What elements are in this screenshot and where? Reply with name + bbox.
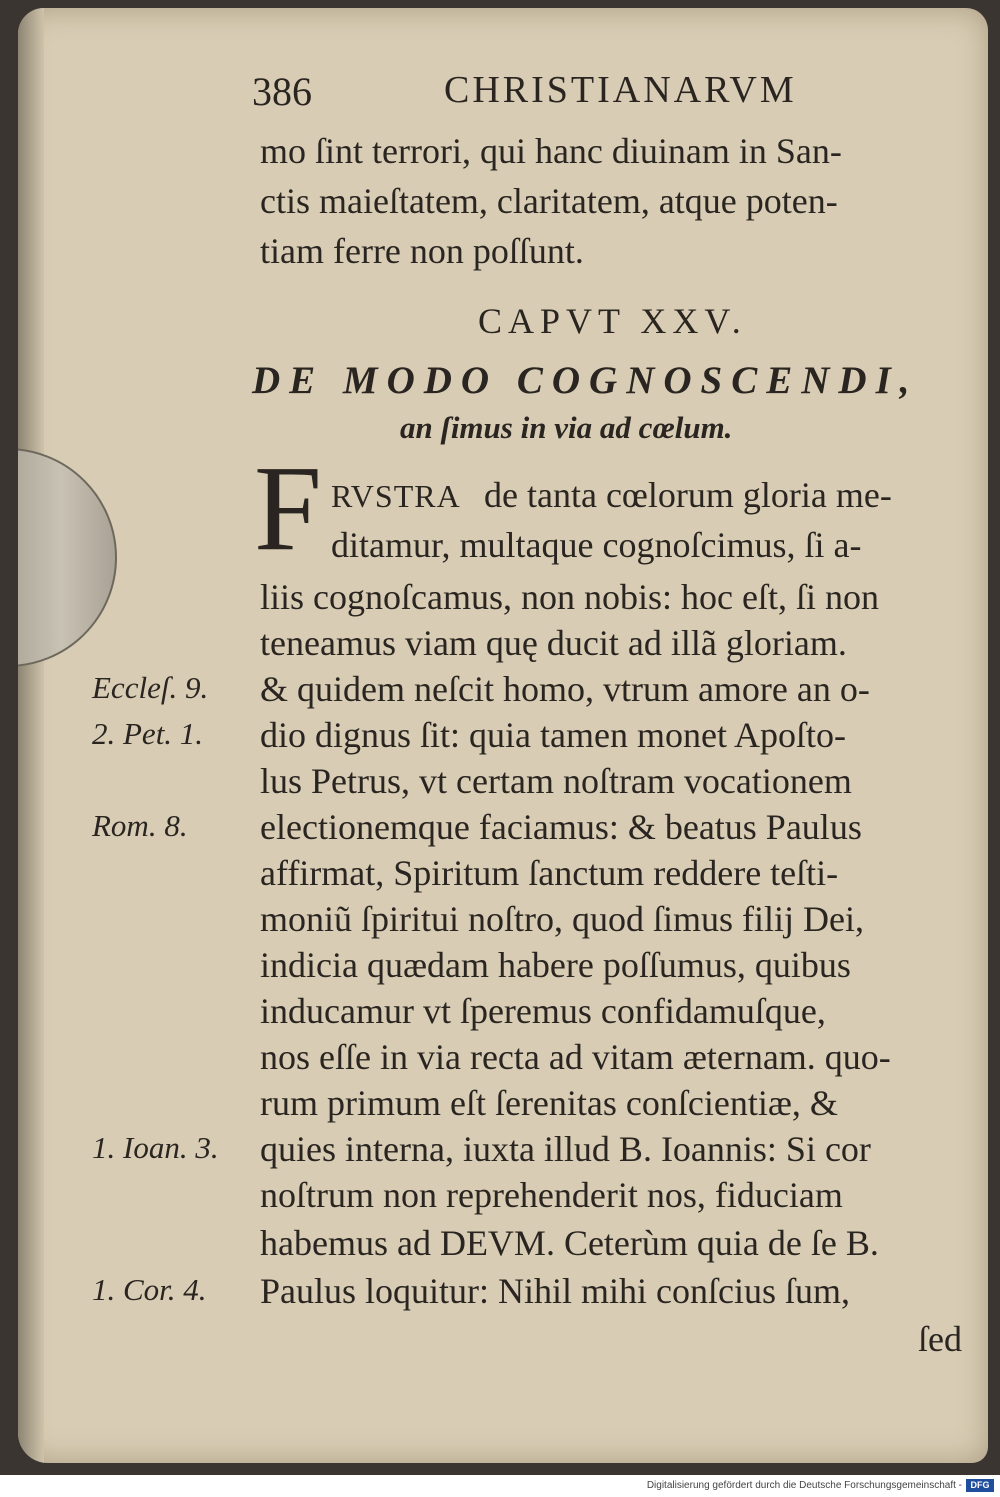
running-title: CHRISTIANARVM [444,69,797,111]
footer [0,1475,1000,1497]
body-line: affirmat, Spiritum ſanctum reddere teſti- [260,853,839,893]
body-line: habemus ad DEVM. Ceterùm quia de ſe B. [260,1223,879,1263]
first-word: RVSTRA [331,478,461,514]
body-line: Paulus loquitur: Nihil mihi conſcius ſum, [260,1271,850,1311]
margin-note-ioan: 1. Ioan. 3. [92,1130,219,1165]
page-clip [18,448,117,667]
margin-note-eccles: Eccleſ. 9. [92,670,209,705]
drop-cap: F [254,441,322,576]
body-line: electionemque faciamus: & beatus Paulus [260,807,862,847]
margin-note-cor: 1. Cor. 4. [92,1272,207,1307]
body-line: ditamur, multaque cognoſcimus, ſi a- [331,525,862,565]
body-line: teneamus viam quę ducit ad illã gloriam. [260,623,847,663]
body-line: quies interna, iuxta illud B. Ioannis: Si cor [260,1129,871,1169]
body-line: indicia quædam habere poſſumus, quibus [260,945,851,985]
margin-note-rom: Rom. 8. [92,808,188,843]
body-line: moniũ ſpiritui noſtro, quod ſimus filij Dei, [260,899,864,939]
body-line: de tanta cœlorum gloria me- [484,475,892,515]
body-line: inducamur vt ſperemus confidamuſque, [260,991,826,1031]
body-line: lus Petrus, vt certam noſtram vocationem [260,761,852,801]
body-line: & quidem neſcit homo, vtrum amore an o- [260,669,870,709]
chapter-heading: CAPVT XXV. [478,301,747,341]
preceding-text-line: tiam ferre non poſſunt. [260,231,584,271]
funding-credit: Digitalisierung gefördert durch die Deutsche Forschungsgemeinschaft - [646,1480,962,1491]
chapter-subtitle: an ſimus in via ad cœlum. [400,410,733,445]
body-line: nos eſſe in via recta ad vitam æternam. quo- [260,1037,891,1077]
running-head [252,68,952,118]
chapter-title: DE MODO COGNOSCENDI, [252,359,919,402]
catchword: ſed [918,1319,962,1359]
dfg-logo: DFG [966,1479,994,1492]
preceding-text-line: ctis maieſtatem, claritatem, atque poten- [260,181,838,221]
page-number: 386 [252,69,312,114]
preceding-text-line: mo ſint terrori, qui hanc diuinam in San- [260,131,842,171]
page-edge [18,8,44,1463]
body-line: noſtrum non reprehenderit nos, fiduciam [260,1175,843,1215]
body-line: dio dignus ſit: quia tamen monet Apoſto- [260,715,846,755]
body-line: liis cognoſcamus, non nobis: hoc eſt, ſi non [260,577,879,617]
body-line: rum primum eſt ſerenitas conſcientiæ, & [260,1083,838,1123]
margin-note-pet: 2. Pet. 1. [92,716,204,751]
